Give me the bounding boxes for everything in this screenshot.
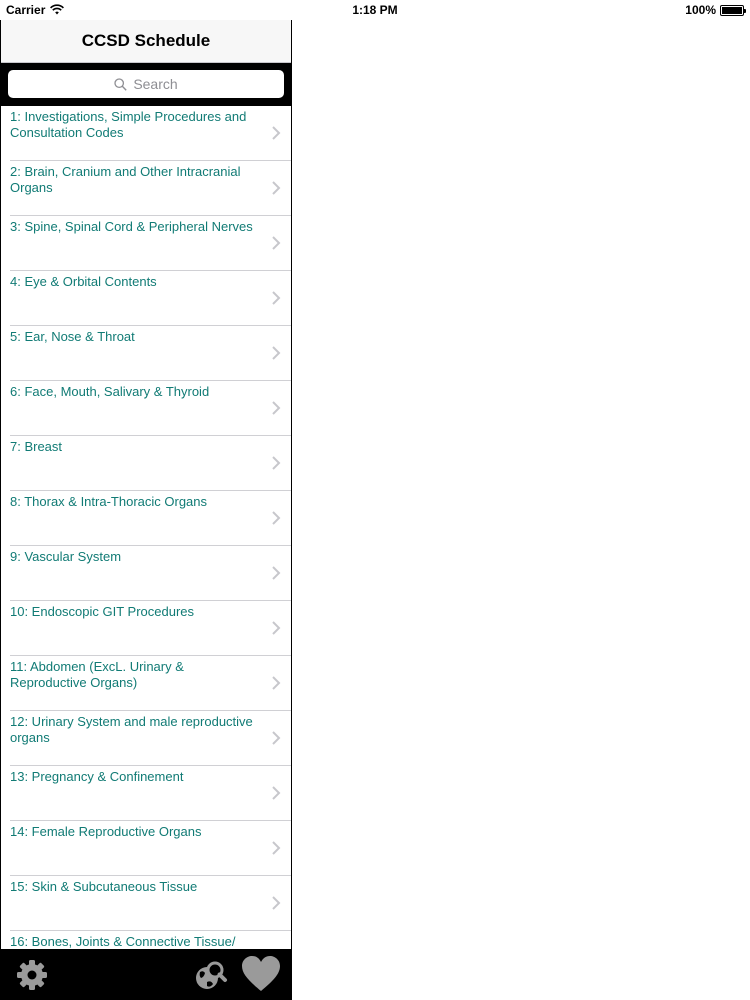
search-bar — [1, 63, 291, 106]
battery-label: 100% — [685, 3, 716, 17]
chevron-right-icon — [271, 840, 281, 856]
list-item-label: 16: Bones, Joints & Connective Tissue/ — [10, 934, 236, 949]
list-item[interactable] — [10, 491, 291, 546]
list-item-label: 2: Brain, Cranium and Other Intracranial Organs — [10, 164, 241, 195]
chevron-right-icon — [271, 400, 281, 416]
list-item[interactable] — [10, 436, 291, 491]
chevron-right-icon — [271, 345, 281, 361]
chevron-right-icon — [271, 180, 281, 196]
chevron-right-icon — [271, 235, 281, 251]
carrier-label: Carrier — [6, 3, 46, 17]
list-item[interactable] — [10, 656, 291, 711]
list-item-label: 5: Ear, Nose & Throat — [10, 329, 135, 344]
list-item-label: 12: Urinary System and male reproductive organs — [10, 714, 253, 745]
list-item[interactable] — [10, 876, 291, 931]
list-item-label: 1: Investigations, Simple Procedures and Consultation Codes — [10, 109, 247, 140]
list-item[interactable] — [10, 106, 291, 161]
list-item[interactable] — [10, 381, 291, 436]
list-item[interactable] — [10, 711, 291, 766]
gear-icon[interactable] — [15, 958, 49, 992]
list-item-label: 14: Female Reproductive Organs — [10, 824, 202, 839]
chevron-right-icon — [271, 510, 281, 526]
list-item[interactable] — [10, 821, 291, 876]
list-item-label: 7: Breast — [10, 439, 63, 454]
search-input[interactable] — [8, 70, 284, 98]
clock: 1:18 PM — [352, 3, 398, 17]
list-item-label: 10: Endoscopic GIT Procedures — [10, 604, 195, 619]
list-item-label: 8: Thorax & Intra-Thoracic Organs — [10, 494, 208, 509]
chevron-right-icon — [271, 730, 281, 746]
list-item[interactable] — [10, 216, 291, 271]
list-item-label: 4: Eye & Orbital Contents — [10, 274, 157, 289]
list-item[interactable] — [10, 271, 291, 326]
page-title: CCSD Schedule — [81, 31, 211, 50]
chevron-right-icon — [271, 565, 281, 581]
chevron-right-icon — [271, 290, 281, 306]
world-search-icon[interactable] — [193, 958, 227, 992]
chevron-right-icon — [271, 455, 281, 471]
list-item[interactable] — [10, 161, 291, 216]
chevron-right-icon — [271, 785, 281, 801]
list-item-label: 6: Face, Mouth, Salivary & Thyroid — [10, 384, 210, 399]
list-item-label: 3: Spine, Spinal Cord & Peripheral Nerves — [10, 219, 253, 234]
battery-icon — [720, 5, 744, 16]
master-panel — [0, 20, 292, 1000]
chapter-list — [1, 106, 291, 949]
status-bar — [0, 0, 750, 20]
list-item[interactable] — [10, 326, 291, 381]
list-item-label: 11: Abdomen (ExcL. Urinary & Reproductive Organs) — [10, 659, 184, 690]
battery-indicator — [685, 3, 744, 17]
heart-icon[interactable] — [241, 955, 281, 993]
chevron-right-icon — [271, 895, 281, 911]
search-placeholder: Search — [133, 76, 178, 92]
list-item-label: 9: Vascular System — [10, 549, 122, 564]
chevron-right-icon — [271, 675, 281, 691]
navigation-bar — [1, 20, 291, 63]
bottom-toolbar — [1, 949, 291, 1000]
list-item[interactable] — [10, 766, 291, 821]
list-item[interactable] — [10, 546, 291, 601]
list-item[interactable] — [10, 601, 291, 656]
list-item-label: 13: Pregnancy & Confinement — [10, 769, 184, 784]
list-item-label: 15: Skin & Subcutaneous Tissue — [10, 879, 198, 894]
chevron-right-icon — [271, 620, 281, 636]
search-icon — [114, 78, 127, 91]
chevron-right-icon — [271, 125, 281, 141]
